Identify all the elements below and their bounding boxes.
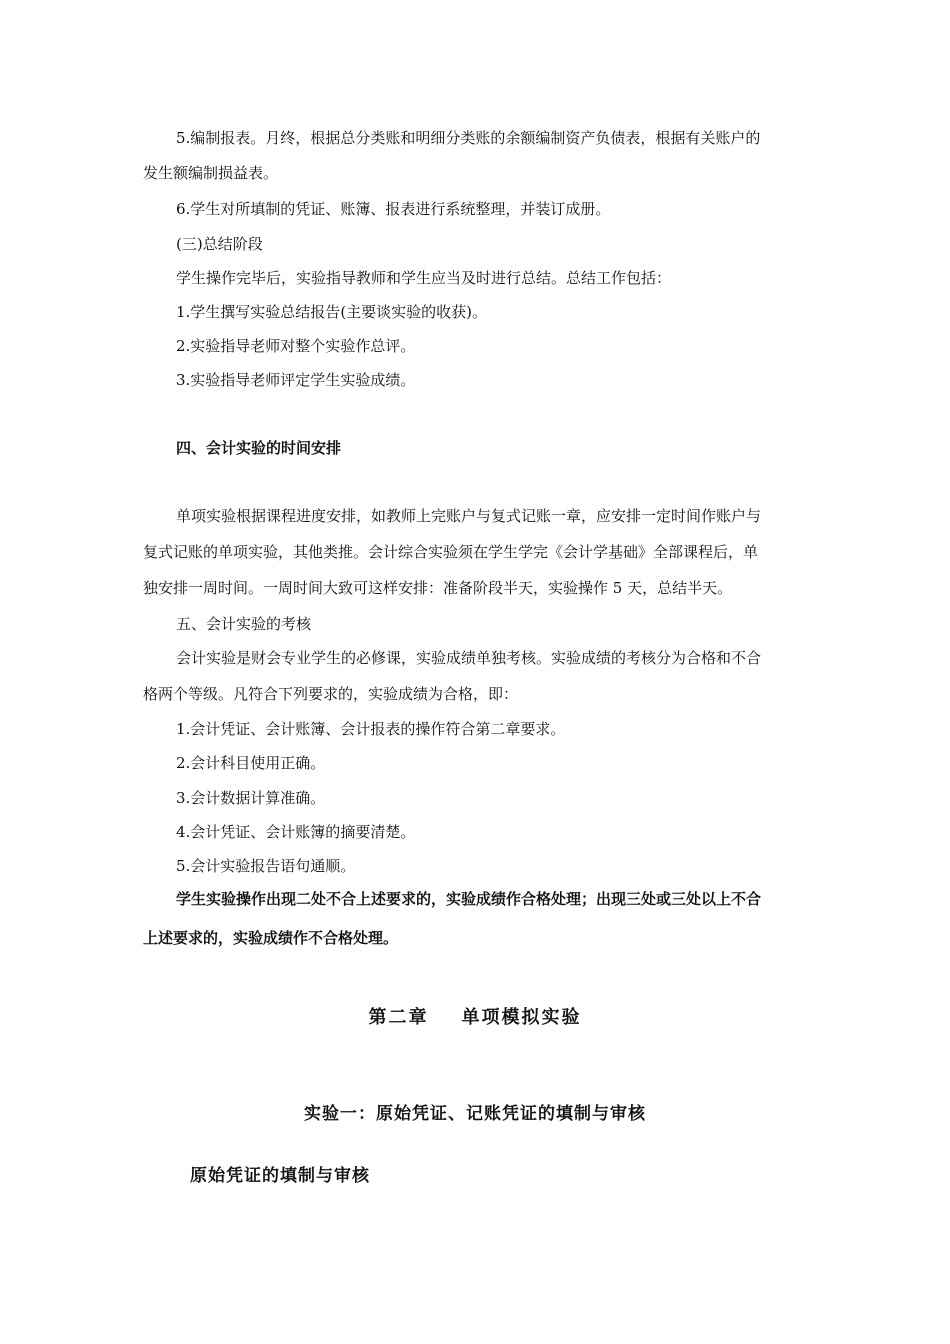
summary-item-3: 3.实验指导老师评定学生实验成绩。 xyxy=(176,371,416,389)
paragraph-6: 6.学生对所填制的凭证、账簿、报表进行系统整理，并装订成册。 xyxy=(176,200,611,218)
assessment-paragraph-line-2: 格两个等级。凡符合下列要求的，实验成绩为合格，即： xyxy=(143,685,519,703)
subsection-title: 原始凭证的填制与审核 xyxy=(190,1166,370,1186)
summary-intro: 学生操作完毕后，实验指导教师和学生应当及时进行总结。总结工作包括： xyxy=(176,269,672,287)
chapter-title: 第二章 单项模拟实验 xyxy=(368,1007,582,1028)
schedule-paragraph-line-1: 单项实验根据课程进度安排，如教师上完账户与复式记账一章，应安排一定时间作账户与 xyxy=(176,507,762,525)
requirement-item-5: 5.会计实验报告语句通顺。 xyxy=(176,857,356,875)
section-heading-4: 四、会计实验的时间安排 xyxy=(176,439,342,457)
requirement-item-3: 3.会计数据计算准确。 xyxy=(176,789,326,807)
section-heading-5: 五、会计实验的考核 xyxy=(176,615,312,633)
schedule-paragraph-line-3: 独安排一周时间。一周时间大致可这样安排：准备阶段半天，实验操作 5 天，总结半天。 xyxy=(143,579,733,597)
grading-rule-line-2: 上述要求的，实验成绩作不合格处理。 xyxy=(143,929,399,947)
paragraph-5-line-1: 5.编制报表。月终，根据总分类账和明细分类账的余额编制资产负债表，根据有关账户的 xyxy=(176,129,761,147)
assessment-paragraph-line-1: 会计实验是财会专业学生的必修课，实验成绩单独考核。实验成绩的考核分为合格和不合 xyxy=(176,649,762,667)
paragraph-5-line-2: 发生额编制损益表。 xyxy=(143,164,279,182)
heading-summary-stage: (三)总结阶段 xyxy=(176,235,263,253)
requirement-item-1: 1.会计凭证、会计账簿、会计报表的操作符合第二章要求。 xyxy=(176,720,566,738)
schedule-paragraph-line-2: 复式记账的单项实验，其他类推。会计综合实验须在学生学完《会计学基础》全部课程后，单 xyxy=(143,543,759,561)
summary-item-2: 2.实验指导老师对整个实验作总评。 xyxy=(176,337,416,355)
requirement-item-2: 2.会计科目使用正确。 xyxy=(176,754,326,772)
experiment-title: 实验一：原始凭证、记账凭证的填制与审核 xyxy=(304,1104,646,1124)
requirement-item-4: 4.会计凭证、会计账簿的摘要清楚。 xyxy=(176,823,416,841)
summary-item-1: 1.学生撰写实验总结报告(主要谈实验的收获)。 xyxy=(176,303,488,321)
grading-rule-line-1: 学生实验操作出现二处不合上述要求的，实验成绩作合格处理；出现三处或三处以上不合 xyxy=(176,890,762,908)
